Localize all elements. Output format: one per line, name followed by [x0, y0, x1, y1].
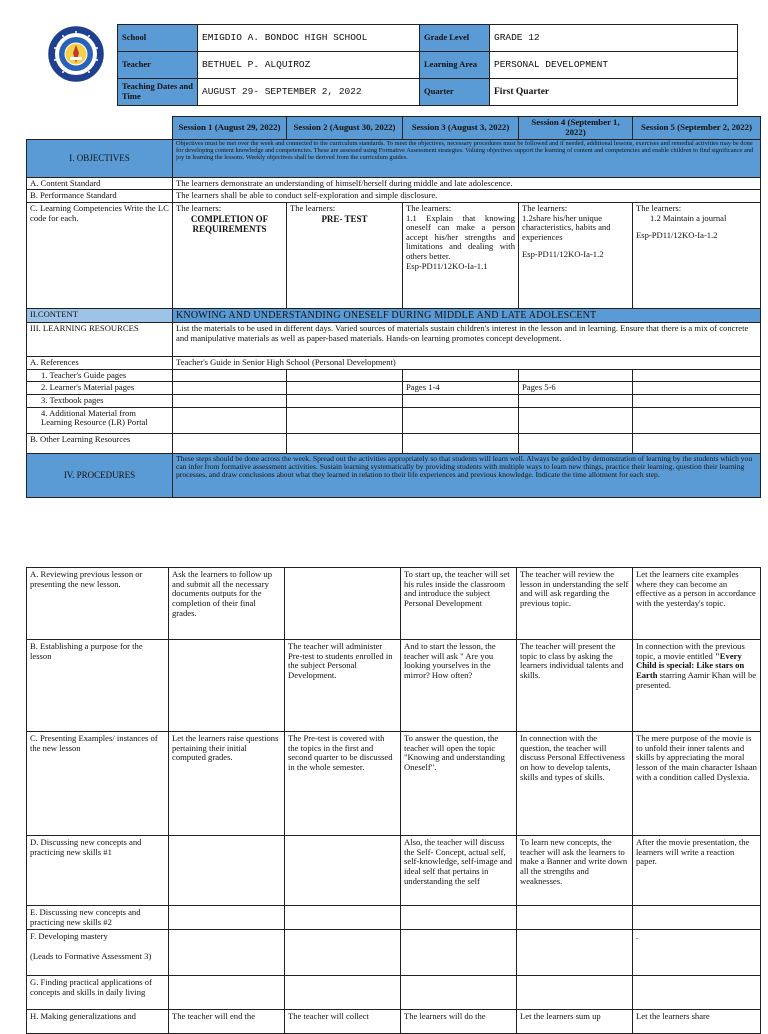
row-cell: Also, the teacher will discuss the Self- Concept, actual self, self-knowledge, self-image and ideal self that pertains in understanding the self: [401, 836, 517, 906]
learning-resources-label: III. LEARNING RESOURCES: [27, 323, 173, 357]
row-text: starring Aamir Khan will be presented.: [636, 669, 757, 690]
table-row: [27, 906, 761, 930]
row-cell: [633, 640, 761, 732]
row-label: E. Discussing new concepts and practicing new skills #2: [27, 906, 169, 930]
row-label: B. Establishing a purpose for the lesson: [27, 640, 169, 732]
teacher-label: Teacher: [118, 52, 198, 79]
competency-code: Esp-PD11/12KO-Ia-1.2: [636, 230, 718, 241]
grade-value: GRADE 12: [490, 25, 738, 52]
session-4-header: Session 4 (September 1, 2022): [519, 117, 633, 140]
table-row: [27, 640, 761, 732]
row-cell: Let the learners sum up: [517, 1010, 633, 1034]
other-resources-label: B. Other Learning Resources: [27, 433, 173, 453]
learners-material-label: 2. Learner's Material pages: [27, 382, 173, 395]
row-cell: [169, 640, 285, 732]
procedures-title: IV. PROCEDURES: [27, 453, 173, 497]
row-cell: [169, 836, 285, 906]
competency-title: PRE- TEST: [321, 213, 368, 224]
table-row: [27, 976, 761, 1010]
session-5-header: Session 5 (September 2, 2022): [633, 117, 761, 140]
additional-material-label: 4. Additional Material from Learning Resource (LR) Portal: [27, 407, 173, 433]
row-cell: Ask the learners to follow up and submit all the necessary documents outputs for the completion of their final grades.: [169, 568, 285, 640]
references-label: A. References: [27, 357, 173, 370]
learning-area-label: Learning Area: [420, 52, 490, 79]
row-cell: Let the learners raise questions pertaining their initial computed grades.: [169, 732, 285, 836]
competency-text: 1.2 Maintain a journal: [650, 212, 727, 223]
row-label: G. Finding practical applications of concepts and skills in daily living: [27, 976, 169, 1010]
teacher-value: BETHUEL P. ALQUIROZ: [198, 52, 420, 79]
row-cell: The teacher will administer Pre-test to students enrolled in the subject Personal Development.: [285, 640, 401, 732]
textbook-pages-label: 3. Textbook pages: [27, 395, 173, 408]
learners-material-session-3: Pages 1-4: [403, 382, 519, 395]
performance-standard-value: The learners shall be able to conduct self-exploration and simple disclosure.: [173, 190, 761, 203]
session-1-header: Session 1 (August 29, 2022): [173, 117, 287, 140]
row-label: C. Presenting Examples/ instances of the new lesson: [27, 732, 169, 836]
quarter-label: Quarter: [420, 79, 490, 106]
competency-session-5: [633, 202, 761, 308]
table-row: [27, 568, 761, 640]
movie-title: "Every Child is special: Like stars on Earth: [636, 650, 745, 680]
deped-seal-logo: [48, 26, 104, 82]
session-2-header: Session 2 (August 30, 2022): [287, 117, 403, 140]
objectives-description: Objectives must be met over the week and connected to the curriculum standards. To meet the objectives, necessary procedures must be followed and if needed, additional lessons, exercises and remedial activities may be done for developing content knowledge and competencies. These are assessed using Formative Assessment strategies. Valuing objectives support the learning of content and competencies and enable children to find significance and joy in learning the lessons. Weekly objectives shall be derived from the curriculum guides.: [173, 139, 761, 177]
row-cell: Let the learners cite examples where they can become an effective as a person in accordance with the yesterday's topic.: [633, 568, 761, 640]
row-cell: The teacher will present the topic to class by asking the learners individual talents and skills.: [517, 640, 633, 732]
row-cell: In connection with the question, the teacher will discuss Personal Effectiveness on how to develop talents, skills and types of skills.: [517, 732, 633, 836]
references-value: Teacher's Guide in Senior High School (Personal Development): [173, 357, 761, 370]
row-cell: And to start the lesson, the teacher will ask " Are you looking yourselves in the mirror? How often?: [401, 640, 517, 732]
row-cell: The teacher will collect: [285, 1010, 401, 1034]
row-text: In connection with the previous topic, a movie entitled: [636, 641, 745, 661]
grade-label: Grade Level: [420, 25, 490, 52]
teaching-dates-value: AUGUST 29- SEPTEMBER 2, 2022: [198, 79, 420, 106]
competency-text: 1.2share his/her unique characteristics, habits and experiences: [522, 212, 611, 242]
objectives-title: I. OBJECTIVES: [27, 139, 173, 177]
row-label: A. Reviewing previous lesson or presenting the new lesson.: [27, 568, 169, 640]
competency-text: 1.1 Explain that knowing oneself can make a person accept his/her strengths and limitations and dealing with others better.: [406, 212, 515, 262]
school-value: EMIGDIO A. BONDOC HIGH SCHOOL: [198, 25, 420, 52]
competency-lead: The learners:: [636, 202, 682, 213]
row-cell: To start up, the teacher will set his rules inside the classroom and introduce the subject Personal Development: [401, 568, 517, 640]
row-cell: The learners will do the: [401, 1010, 517, 1034]
row-label: D. Discussing new concepts and practicing new skills #1: [27, 836, 169, 906]
teaching-dates-label: Teaching Dates and Time: [118, 79, 198, 106]
content-title: KNOWING AND UNDERSTANDING ONESELF DURING MIDDLE AND LATE ADOLESCENT: [173, 308, 761, 322]
school-label: School: [118, 25, 198, 52]
row-cell: The Pre-test is covered with the topics in the first and second quarter to be discussed in the whole semester.: [285, 732, 401, 836]
table-row: [27, 930, 761, 976]
row-cell: Let the learners share: [633, 1010, 761, 1034]
competency-lead: The learners:: [176, 202, 222, 213]
row-cell: [285, 836, 401, 906]
table-row: [27, 1010, 761, 1034]
content-standard-value: The learners demonstrate an understanding of himself/herself during middle and late adolescence.: [173, 177, 761, 190]
competency-lead: The learners:: [522, 202, 568, 213]
quarter-value: First Quarter: [490, 79, 738, 106]
row-label: H. Making generalizations and: [27, 1010, 169, 1034]
content-label: II.CONTENT: [27, 308, 173, 322]
competency-lead: The learners:: [290, 202, 336, 213]
row-cell: [285, 568, 401, 640]
row-cell: After the movie presentation, the learners will write a reaction paper.: [633, 836, 761, 906]
row-cell: .: [633, 930, 761, 976]
procedures-table: [26, 567, 761, 1034]
row-cell: The mere purpose of the movie is to unfold their inner talents and skills by appreciating the moral lesson of the main character Ishaan with a condition called Dyslexia.: [633, 732, 761, 836]
performance-standard-label: B. Performance Standard: [27, 190, 173, 203]
row-label: F. Developing mastery (Leads to Formative Assessment 3): [27, 930, 169, 976]
procedures-description: These steps should be done across the week. Spread out the activities appropriately so that students will learn well. Always be guided by demonstration of learning by the students which you can infer from formative assessment activities. Sustain learning systematically by providing students with multiple ways to learn new things, practice their learning, question their learning processes, and draw conclusions about what they learned in relation to their life experiences and previous knowledge. Indicate the time allotment for each step.: [173, 453, 761, 497]
competency-session-2: [287, 202, 403, 308]
table-row: [27, 732, 761, 836]
learning-area-value: PERSONAL DEVELOPMENT: [490, 52, 738, 79]
competency-code: Esp-PD11/12KO-Ia-1.1: [406, 260, 488, 271]
teachers-guide-label: 1. Teacher's Guide pages: [27, 369, 173, 382]
session-3-header: Session 3 (August 3, 2022): [403, 117, 519, 140]
lesson-plan-table: [26, 116, 761, 498]
competency-title: COMPLETION OF REQUIREMENTS: [190, 213, 269, 234]
learners-material-session-4: Pages 5-6: [519, 382, 633, 395]
blank-corner: [27, 117, 173, 140]
table-row: [27, 836, 761, 906]
competency-session-1: [173, 202, 287, 308]
competency-lead: The learners:: [406, 202, 452, 213]
competency-session-3: [403, 202, 519, 308]
competency-code: Esp-PD11/12KO-Ia-1.2: [522, 249, 604, 260]
row-cell: To learn new concepts, the teacher will ask the learners to make a Banner and write down all the strengths and weaknesses.: [517, 836, 633, 906]
row-cell: To answer the question, the teacher will open the topic "Knowing and understanding Oneself".: [401, 732, 517, 836]
row-cell: The teacher will review the lesson in understanding the self and will ask regarding the previous topic.: [517, 568, 633, 640]
content-standard-label: A. Content Standard: [27, 177, 173, 190]
header-info-table: [117, 24, 738, 106]
row-cell: The teacher will end the: [169, 1010, 285, 1034]
learning-resources-description: List the materials to be used in different days. Varied sources of materials sustain children's interest in the lesson and in learning. Ensure that there is a mix of concrete and manipulative materials as well as paper-based materials. Hands-on learning promotes concept development.: [173, 323, 761, 357]
learning-competencies-label: C. Learning Competencies Write the LC code for each.: [27, 202, 173, 308]
competency-session-4: [519, 202, 633, 308]
